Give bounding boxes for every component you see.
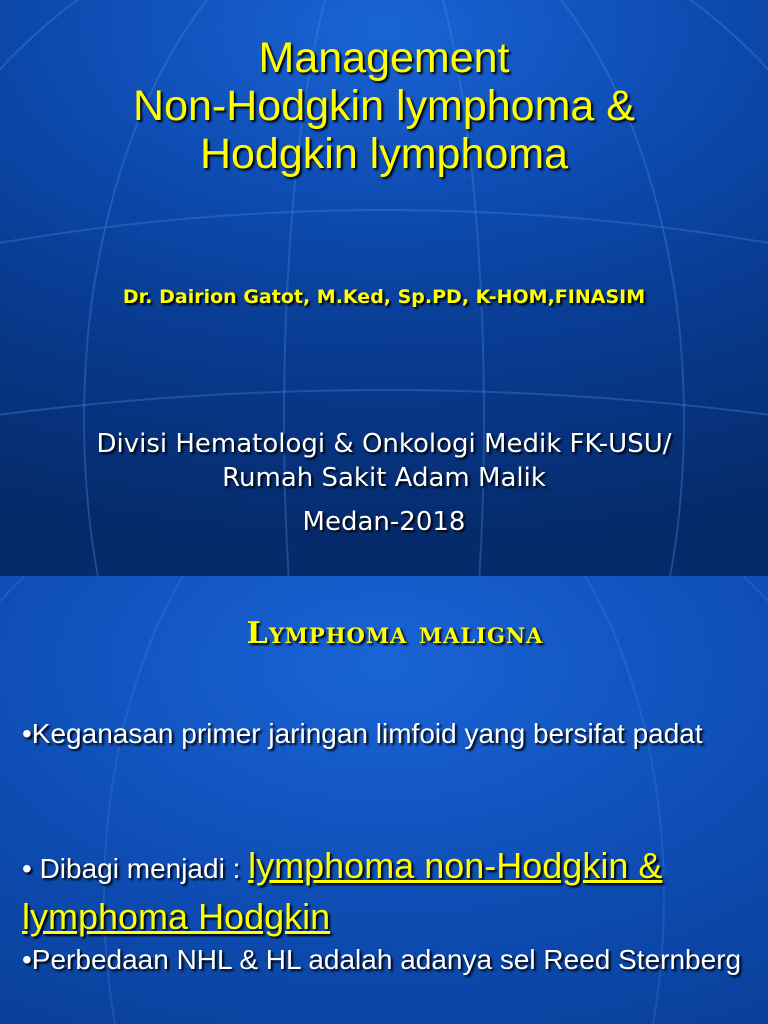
bullet-classification-prefix: • Dibagi menjadi : <box>22 853 249 884</box>
bullet-classification-highlight: lymphoma non-Hodgkin & lymphoma Hodgkin <box>22 845 663 937</box>
affiliation-line-3: Medan-2018 <box>302 507 466 537</box>
title-line-1: Management <box>258 34 510 82</box>
title-line-2: Non-Hodgkin lymphoma & <box>133 82 635 130</box>
affiliation-line-1: Divisi Hematologi & Onkologi Medik FK-USU/ <box>96 429 672 459</box>
title-line-3: Hodgkin lymphoma <box>199 130 569 178</box>
content-slide <box>0 576 768 1024</box>
slide-heading: Lymphoma maligna <box>246 616 544 651</box>
affiliation-line-2: Rumah Sakit Adam Malik <box>222 463 546 493</box>
author-name: Dr. Dairion Gatot, M.Ked, Sp.PD, K-HOM,FINASIM <box>122 286 646 308</box>
bullet-difference: •Perbedaan NHL & HL adalah adanya sel Reed Sternberg <box>22 944 742 975</box>
bullet-classification <box>22 842 752 944</box>
slide-title <box>0 34 768 178</box>
bullet-primary-malignancy: •Keganasan primer jaringan limfoid yang bersifat padat <box>22 718 703 749</box>
